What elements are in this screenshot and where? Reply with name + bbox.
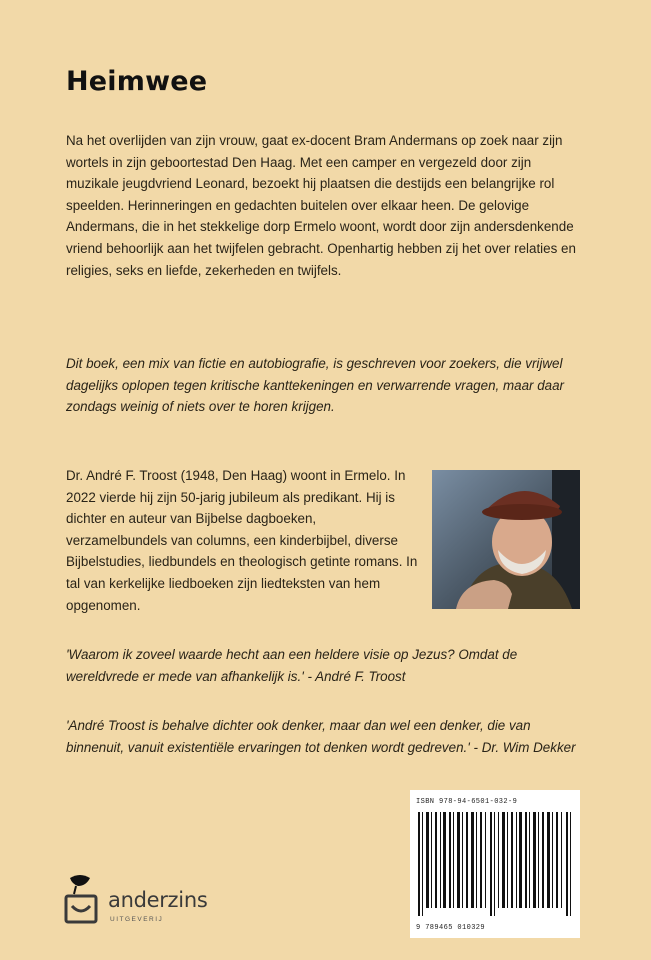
isbn-text: ISBN 978-94-6501-032-9 [416,798,518,806]
isbn-barcode [410,790,580,938]
book-description-paragraph: Dit boek, een mix van fictie en autobiografie, is geschreven voor zoekers, die vrijwel dagelijks oplopen tegen kritische kanttekeningen en verwarrende vragen, maar daar zondags weinig of niets over te horen krijgen. [66,356,564,415]
publisher-tagline: UITGEVERIJ [110,916,164,923]
book-title: Heimwee [66,66,208,97]
author-photo [432,470,580,609]
publisher-name: anderzins [108,888,208,912]
author-bio-paragraph: Dr. André F. Troost (1948, Den Haag) woont in Ermelo. In 2022 vierde hij zijn 50-jarig jubileum als predikant. Hij is dichter en auteur van Bijbelse dagboeken, verzamelbundels van columns, een kinderbijbel, diverse Bijbelstudies, liedbundels en theologisch getinte romans. In tal van kerkelijke liedboeken zijn liedteksten van hem opgenomen. [66,468,418,613]
synopsis-paragraph: Na het overlijden van zijn vrouw, gaat ex-docent Bram Andermans op zoek naar zijn wortels in zijn geboortestad Den Haag. Met een camper en vergezeld door zijn muzikale jeugdvriend Leonard, bezoekt hij plaatsen die destijds een belangrijke rol speelden. Herinneringen en gedachten buitelen over elkaar heen. De gelovige Andermans, die in het stekkelige dorp Ermelo woont, wordt door zijn andersdenkende vriend behoorlijk aan het twijfelen gebracht. Openhartig hebben zij het over relaties en religies, seks en liefde, zekerheden en twijfels. [66,133,576,278]
author-quote: 'Waarom ik zoveel waarde hecht aan een heldere visie op Jezus? Omdat de wereldvrede er mede van afhankelijk is.' - André F. Troost [66,647,518,684]
publisher-logo-icon [62,872,104,928]
review-quote: 'André Troost is behalve dichter ook denker, maar dan wel een denker, die van binnenuit, vanuit existentiële ervaringen tot denken wordt gedreven.' - Dr. Wim Dekker [66,718,576,755]
isbn-number: 9 789465 010329 [416,924,486,932]
barcode-bars [418,812,572,916]
